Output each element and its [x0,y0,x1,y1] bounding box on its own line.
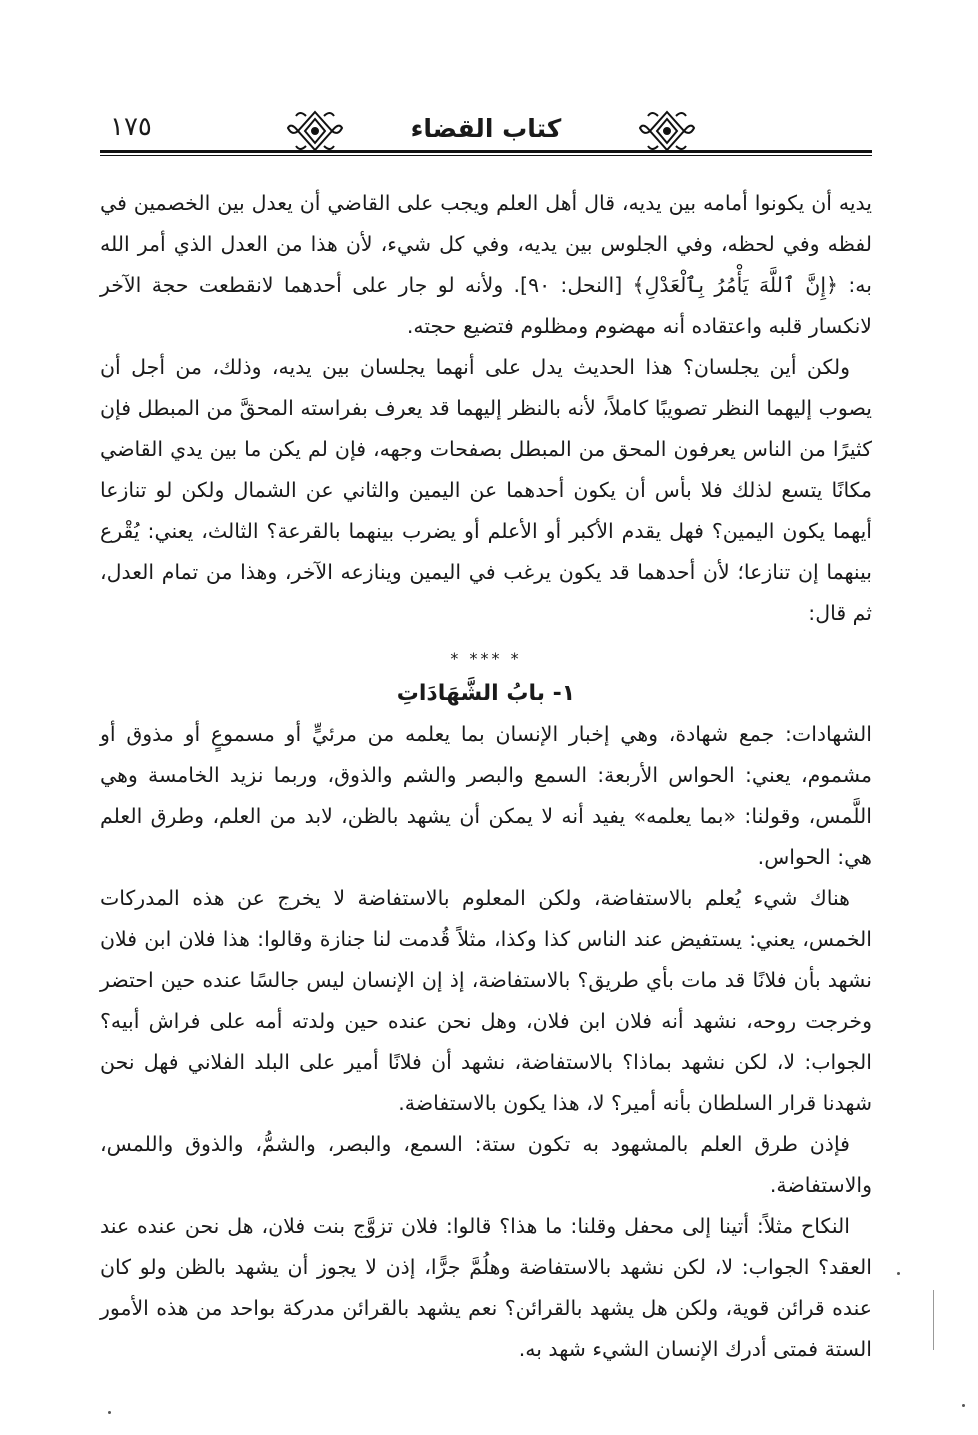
page-body [100,183,872,1370]
scan-dot [962,1404,965,1407]
header-rule [100,150,872,153]
header-rule-thin [100,155,872,156]
paragraph: ولكن أين يجلسان؟ هذا الحديث يدل على أنهما يجلسان بين يديه، وذلك، من أجل أن يصوب إليهما النظر تصويبًا كاملاً، لأنه بالنظر إليهما قد يعرف بفراسته المحقَّ من المبطل فإن كثيرًا من الناس يعرفون المحق من المبطل بصفحات وجهه، فإن لم يكن ما بين يدي القاضي مكانًا يتسع لذلك فلا بأس أن يكون أحدهما عن اليمين والثاني عن الشمال ولكن لو تنازعا أيهما يكون اليمين؟ فهل يقدم الأكبر أو الأعلم أو يضرب بينهما بالقرعة؟ الثالث، يعني: يُقْرع بينهما إن تنازعا؛ لأن أحدهما قد يكون يرغب في اليمين وينازعه الآخر، وهذا من تمام العدل، ثم قال: [100,355,872,625]
scan-dot [108,1411,111,1414]
paragraph: النكاح مثلاً: أتينا إلى محفل وقلنا: ما هذا؟ قالوا: فلان تزوَّج بنت فلان، هل نحن عنده عند العقد؟ الجواب: لا، لكن نشهد بالاستفاضة وهلُمَّ جرًّا، إذن لا يجوز أن يشهد بالظن ولو كان عنده قرائن قوية، ولكن هل يشهد بالقرائن؟ نعم يشهد بالقرائن مدركة بواحد من هذه الأمور الستة فمتى أدرك الإنسان الشيء شهد به. [100,1214,872,1361]
paragraph: هناك شيء يُعلم بالاستفاضة، ولكن المعلوم بالاستفاضة لا يخرج عن هذه المدركات الخمس، يعني: يستفيض عند الناس كذا وكذا، مثلاً قُدمت لنا جنازة وقالوا: هذا فلان ابن فلان نشهد بأن فلانًا قد مات بأي طريق؟ بالاستفاضة، إذ إن الإنسان ليس جالسًا عنده حين احتضر وخرجت روحه، نشهد أنه فلان ابن فلان، وهل نحن عنده حين ولدته أمه على فراش أبيه؟ الجواب: لا، لكن نشهد بماذا؟ بالاستفاضة، نشهد أن فلانًا أمير على البلد الفلاني فهل نحن شهدنا قرار السلطان بأنه أمير؟ لا، هذا يكون بالاستفاضة. [100,886,872,1115]
paragraph: يديه أن يكونوا أمامه بين يديه، قال أهل العلم ويجب على القاضي أن يعدل بين الخصمين في لفظه وفي لحظه، وفي الجلوس بين يديه، وفي كل شيء، لأن هذا من العدل الذي أمر الله به: ﴿إِنَّ ٱللَّهَ يَأْمُرُ بِٱلْعَدْلِ﴾ [النحل: ٩٠]. ولأنه لو جار على أحدهما لانقطعت حجة الآخر لانكسار قلبه واعتقاده أنه مهضوم ومظلوم فتضيع حجته. [100,191,872,338]
section-separator: * *** * [450,649,522,668]
section-title: ١- بابُ الشَّهَادَاتِ [396,681,576,706]
scan-mark [933,1290,934,1350]
paragraph: الشهادات: جمع شهادة، وهي إخبار الإنسان بما يعلمه من مرئيٍّ أو مسموعٍ أو مذوق أو مشموم، يعني: الحواس الأربعة: السمع والبصر والشم والذوق، وربما نزيد الخامسة وهي اللَّمس، وقولنا: «بما يعلمه» يفيد أنه لا يمكن أن يشهد بالظن، لابد من العلم، وطرق العلم هي: الحواس. [100,722,872,869]
scan-dot [897,1272,900,1275]
ornament-icon [638,108,696,154]
book-title: كتاب القضاء [410,114,562,143]
page-number: ١٧٥ [110,112,152,142]
paragraph: فإذن طرق العلم بالمشهود به تكون ستة: السمع، والبصر، والشمُّ، والذوق واللمس، والاستفاضة. [100,1132,872,1197]
page-header [100,108,872,168]
